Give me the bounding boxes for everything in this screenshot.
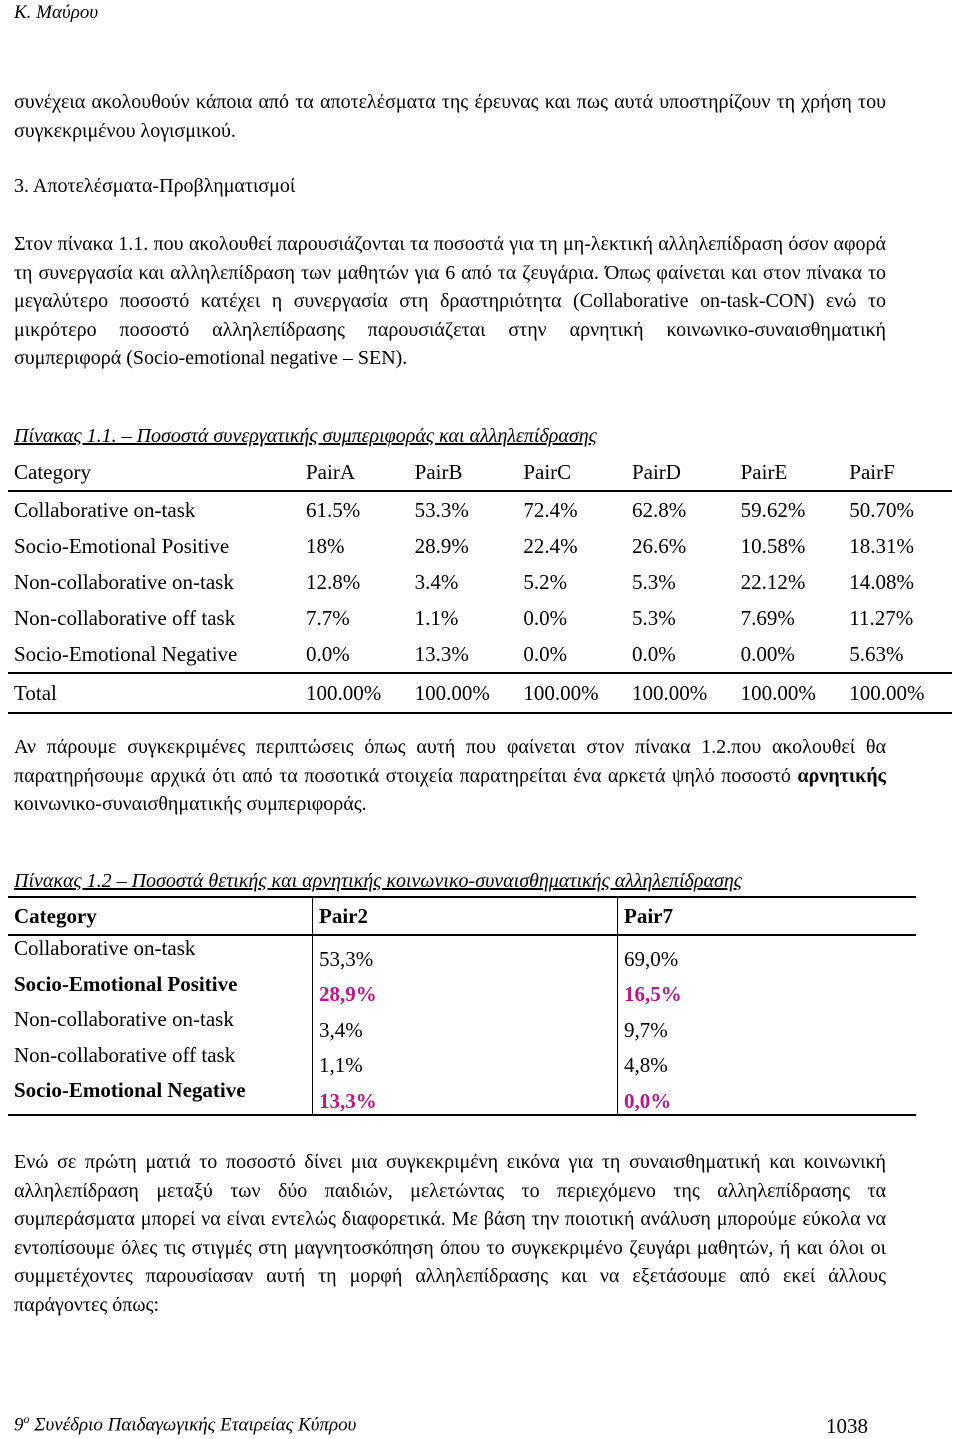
table1-header-cell: PairC bbox=[517, 453, 626, 491]
table1-cell: 5.2% bbox=[523, 569, 568, 594]
table-row bbox=[8, 528, 952, 564]
table-row bbox=[8, 1007, 916, 1043]
table2-header-cell: Pair2 bbox=[313, 897, 618, 935]
table2-header-cell: Pair7 bbox=[618, 897, 917, 935]
table-row bbox=[8, 935, 916, 972]
table1-total-cell: Total bbox=[8, 673, 300, 713]
table-row bbox=[8, 1078, 916, 1115]
table1-cell: Non-collaborative off task bbox=[14, 605, 236, 630]
table1-cell: Collaborative on-task bbox=[14, 497, 196, 522]
table1-total-cell: 100.00% bbox=[626, 673, 735, 713]
table1-cell: 7.7% bbox=[306, 605, 350, 630]
footer-conference-ordinal: ο bbox=[23, 1412, 30, 1426]
table2-label-cell: Socio-Emotional Negative bbox=[8, 1078, 313, 1115]
table1-cell: 61.5% bbox=[306, 497, 361, 522]
table1-caption bbox=[14, 425, 597, 448]
table1-total-cell: 100.00% bbox=[735, 673, 844, 713]
table1-total-row bbox=[8, 673, 952, 713]
table2-label-cell: Collaborative on-task bbox=[8, 935, 313, 972]
table1-cell: 26.6% bbox=[631, 533, 687, 558]
table2-caption bbox=[14, 870, 742, 893]
table2-value-cell-highlight: 13,3% bbox=[313, 1078, 618, 1115]
table2-caption-text: Πίνακας 1.2 – Ποσοστά θετικής και αρνητικής κοινωνικο-συναισθηματικής αλληλεπίδρασης bbox=[14, 870, 742, 892]
table1-total-cell: 100.00% bbox=[409, 673, 518, 713]
footer-conference bbox=[14, 1412, 356, 1436]
table1-caption-text: Πίνακας 1.1. – Ποσοστά συνεργατικής συμπεριφοράς και αλληλεπίδρασης bbox=[14, 425, 597, 447]
table2-value-cell: 53,3% bbox=[313, 935, 618, 972]
footer-conference-number: 9 bbox=[14, 1414, 24, 1436]
table-row bbox=[8, 1043, 916, 1079]
table1-total-cell: 100.00% bbox=[517, 673, 626, 713]
table2-value-cell: 1,1% bbox=[313, 1043, 618, 1079]
table1-header-cell: PairA bbox=[300, 453, 409, 491]
table2-value-cell-highlight: 16,5% bbox=[624, 982, 682, 1006]
table2-header-cell: Category bbox=[8, 897, 313, 935]
table2-label-cell: Socio-Emotional Positive bbox=[8, 972, 313, 1008]
table-2 bbox=[8, 896, 916, 1116]
paragraph-2-bold-word: αρνητικής bbox=[797, 764, 886, 787]
table1-cell: 22.4% bbox=[523, 533, 578, 558]
table1-cell: 72.4% bbox=[523, 497, 578, 522]
table2-value-cell: 4,8% bbox=[624, 1053, 668, 1077]
table2-label-cell: Non-collaborative off task bbox=[8, 1043, 313, 1079]
table1-cell: 0.0% bbox=[631, 641, 676, 666]
table1-cell: 0.0% bbox=[523, 605, 568, 630]
table2-header-row bbox=[8, 897, 916, 935]
table1-cell: 5.63% bbox=[849, 641, 904, 666]
paragraph-1: Στον πίνακα 1.1. που ακολουθεί παρουσιάζονται τα ποσοστά για τη μη-λεκτική αλληλεπίδραση όσον αφορά τη συνεργασία και αλληλεπίδραση των μαθητών για 6 από τα ζευγάρια. Όπως φαίνεται και στον πίνακα το μεγαλύτερο ποσοστό κατέχει η συνεργασία στη δραστηριότητα (Collaborative on-task-CON) ενώ το μικρότερο ποσοστό αλληλεπίδρασης παρουσιάζεται στην αρνητική κοινωνικο-συναισθηματική συμπεριφορά (Socio-emotional negative – SEN). bbox=[14, 233, 886, 369]
table1-cell: 5.3% bbox=[631, 569, 676, 594]
table-row bbox=[8, 491, 952, 528]
table-row bbox=[8, 972, 916, 1008]
paragraph-2-text-end: κοινωνικο-συναισθηματικής συμπεριφοράς. bbox=[14, 793, 367, 815]
table2-value-cell: 3,4% bbox=[313, 1007, 618, 1043]
table1-cell: 53.3% bbox=[414, 497, 469, 522]
table2-value-cell: 69,0% bbox=[624, 946, 679, 971]
paragraph-3: Ενώ σε πρώτη ματιά το ποσοστό δίνει μια συγκεκριμένη εικόνα για τη συναισθηματική και κοινωνική αλληλεπίδραση μεταξύ των δύο παιδιών, μελετώντας το περιεχόμενο της αλληλεπίδρασης τα συμπεράσματα μπορεί να είναι εντελώς διαφορετικά. Με βάση την ποιοτική ανάλυση μπορούμε εύκολα να εντοπίσουμε όλες τις στιγμές στη μαγνητοσκόπηση όπου το συγκεκριμένο ζευγάρι μαθητών, ή και όλοι οι συμμετέχοντες παρουσίασαν αυτή τη μορφή αλληλεπίδρασης και να εξετάσουμε από εκεί άλλους παράγοντες όπως: bbox=[14, 1151, 886, 1316]
table1-cell: Socio-Emotional Negative bbox=[14, 641, 238, 666]
table1-cell: 5.3% bbox=[631, 605, 676, 630]
table1-cell: 59.62% bbox=[740, 497, 806, 522]
table1-cell: 50.70% bbox=[849, 497, 915, 522]
table1-cell: 12.8% bbox=[306, 569, 361, 594]
section-heading: 3. Αποτελέσματα-Προβληματισμοί bbox=[14, 175, 296, 197]
table2-value-cell-highlight: 0,0% bbox=[618, 1078, 917, 1115]
table1-total-cell: 100.00% bbox=[300, 673, 409, 713]
table1-cell: 22.12% bbox=[740, 569, 806, 594]
table1-cell: 62.8% bbox=[631, 497, 687, 522]
table1-cell: 18.31% bbox=[849, 533, 915, 558]
table1-cell: 14.08% bbox=[849, 569, 915, 594]
table1-cell: 0.00% bbox=[740, 641, 795, 666]
table1-cell: 3.4% bbox=[414, 569, 459, 594]
table1-header-cell: PairF bbox=[843, 453, 952, 491]
table1-header-cell: PairD bbox=[626, 453, 735, 491]
table1-header-cell: PairE bbox=[735, 453, 844, 491]
table1-header-row bbox=[8, 453, 952, 491]
table1-header-cell: PairB bbox=[409, 453, 518, 491]
paragraph-2-text: Αν πάρουμε συγκεκριμένες περιπτώσεις όπως αυτή που φαίνεται στον πίνακα 1.2.που ακολουθεί θα παρατηρήσουμε αρχικά ότι από τα ποσοτικά στοιχεία παρατηρείται ένα αρκετά ψηλό ποσοστό bbox=[14, 736, 886, 787]
running-header-author: Κ. Μαύρου bbox=[14, 2, 99, 23]
table1-cell: 10.58% bbox=[740, 533, 806, 558]
table1-total-cell: 100.00% bbox=[843, 673, 952, 713]
table-1 bbox=[8, 453, 952, 714]
table1-cell: Non-collaborative on-task bbox=[14, 569, 234, 594]
table1-cell: 7.69% bbox=[740, 605, 795, 630]
table-row bbox=[8, 600, 952, 636]
table-row bbox=[8, 564, 952, 600]
table-row bbox=[8, 636, 952, 673]
intro-paragraph: συνέχεια ακολουθούν κάποια από τα αποτελέσματα της έρευνας και πως αυτά υποστηρίζουν τη χρήση του συγκεκριμένου λογισμικού. bbox=[14, 91, 886, 142]
table2-value-cell-highlight: 28,9% bbox=[313, 972, 618, 1008]
page-number: 1038 bbox=[826, 1414, 868, 1438]
footer-conference-name: Συνέδριο Παιδαγωγικής Εταιρείας Κύπρου bbox=[29, 1414, 357, 1436]
table2-value-cell: 9,7% bbox=[624, 1017, 668, 1042]
table1-cell: 18% bbox=[306, 533, 345, 558]
table1-cell: 11.27% bbox=[849, 605, 914, 630]
table1-cell: 1.1% bbox=[414, 605, 459, 630]
table1-header-cell: Category bbox=[8, 453, 300, 491]
table1-cell: 0.0% bbox=[523, 641, 568, 666]
paragraph-2 bbox=[14, 733, 886, 819]
table1-cell: 0.0% bbox=[306, 641, 350, 666]
table1-cell: Socio-Emotional Positive bbox=[14, 533, 230, 558]
table1-cell: 28.9% bbox=[414, 533, 469, 558]
table2-label-cell: Non-collaborative on-task bbox=[8, 1007, 313, 1043]
table1-cell: 13.3% bbox=[414, 641, 469, 666]
